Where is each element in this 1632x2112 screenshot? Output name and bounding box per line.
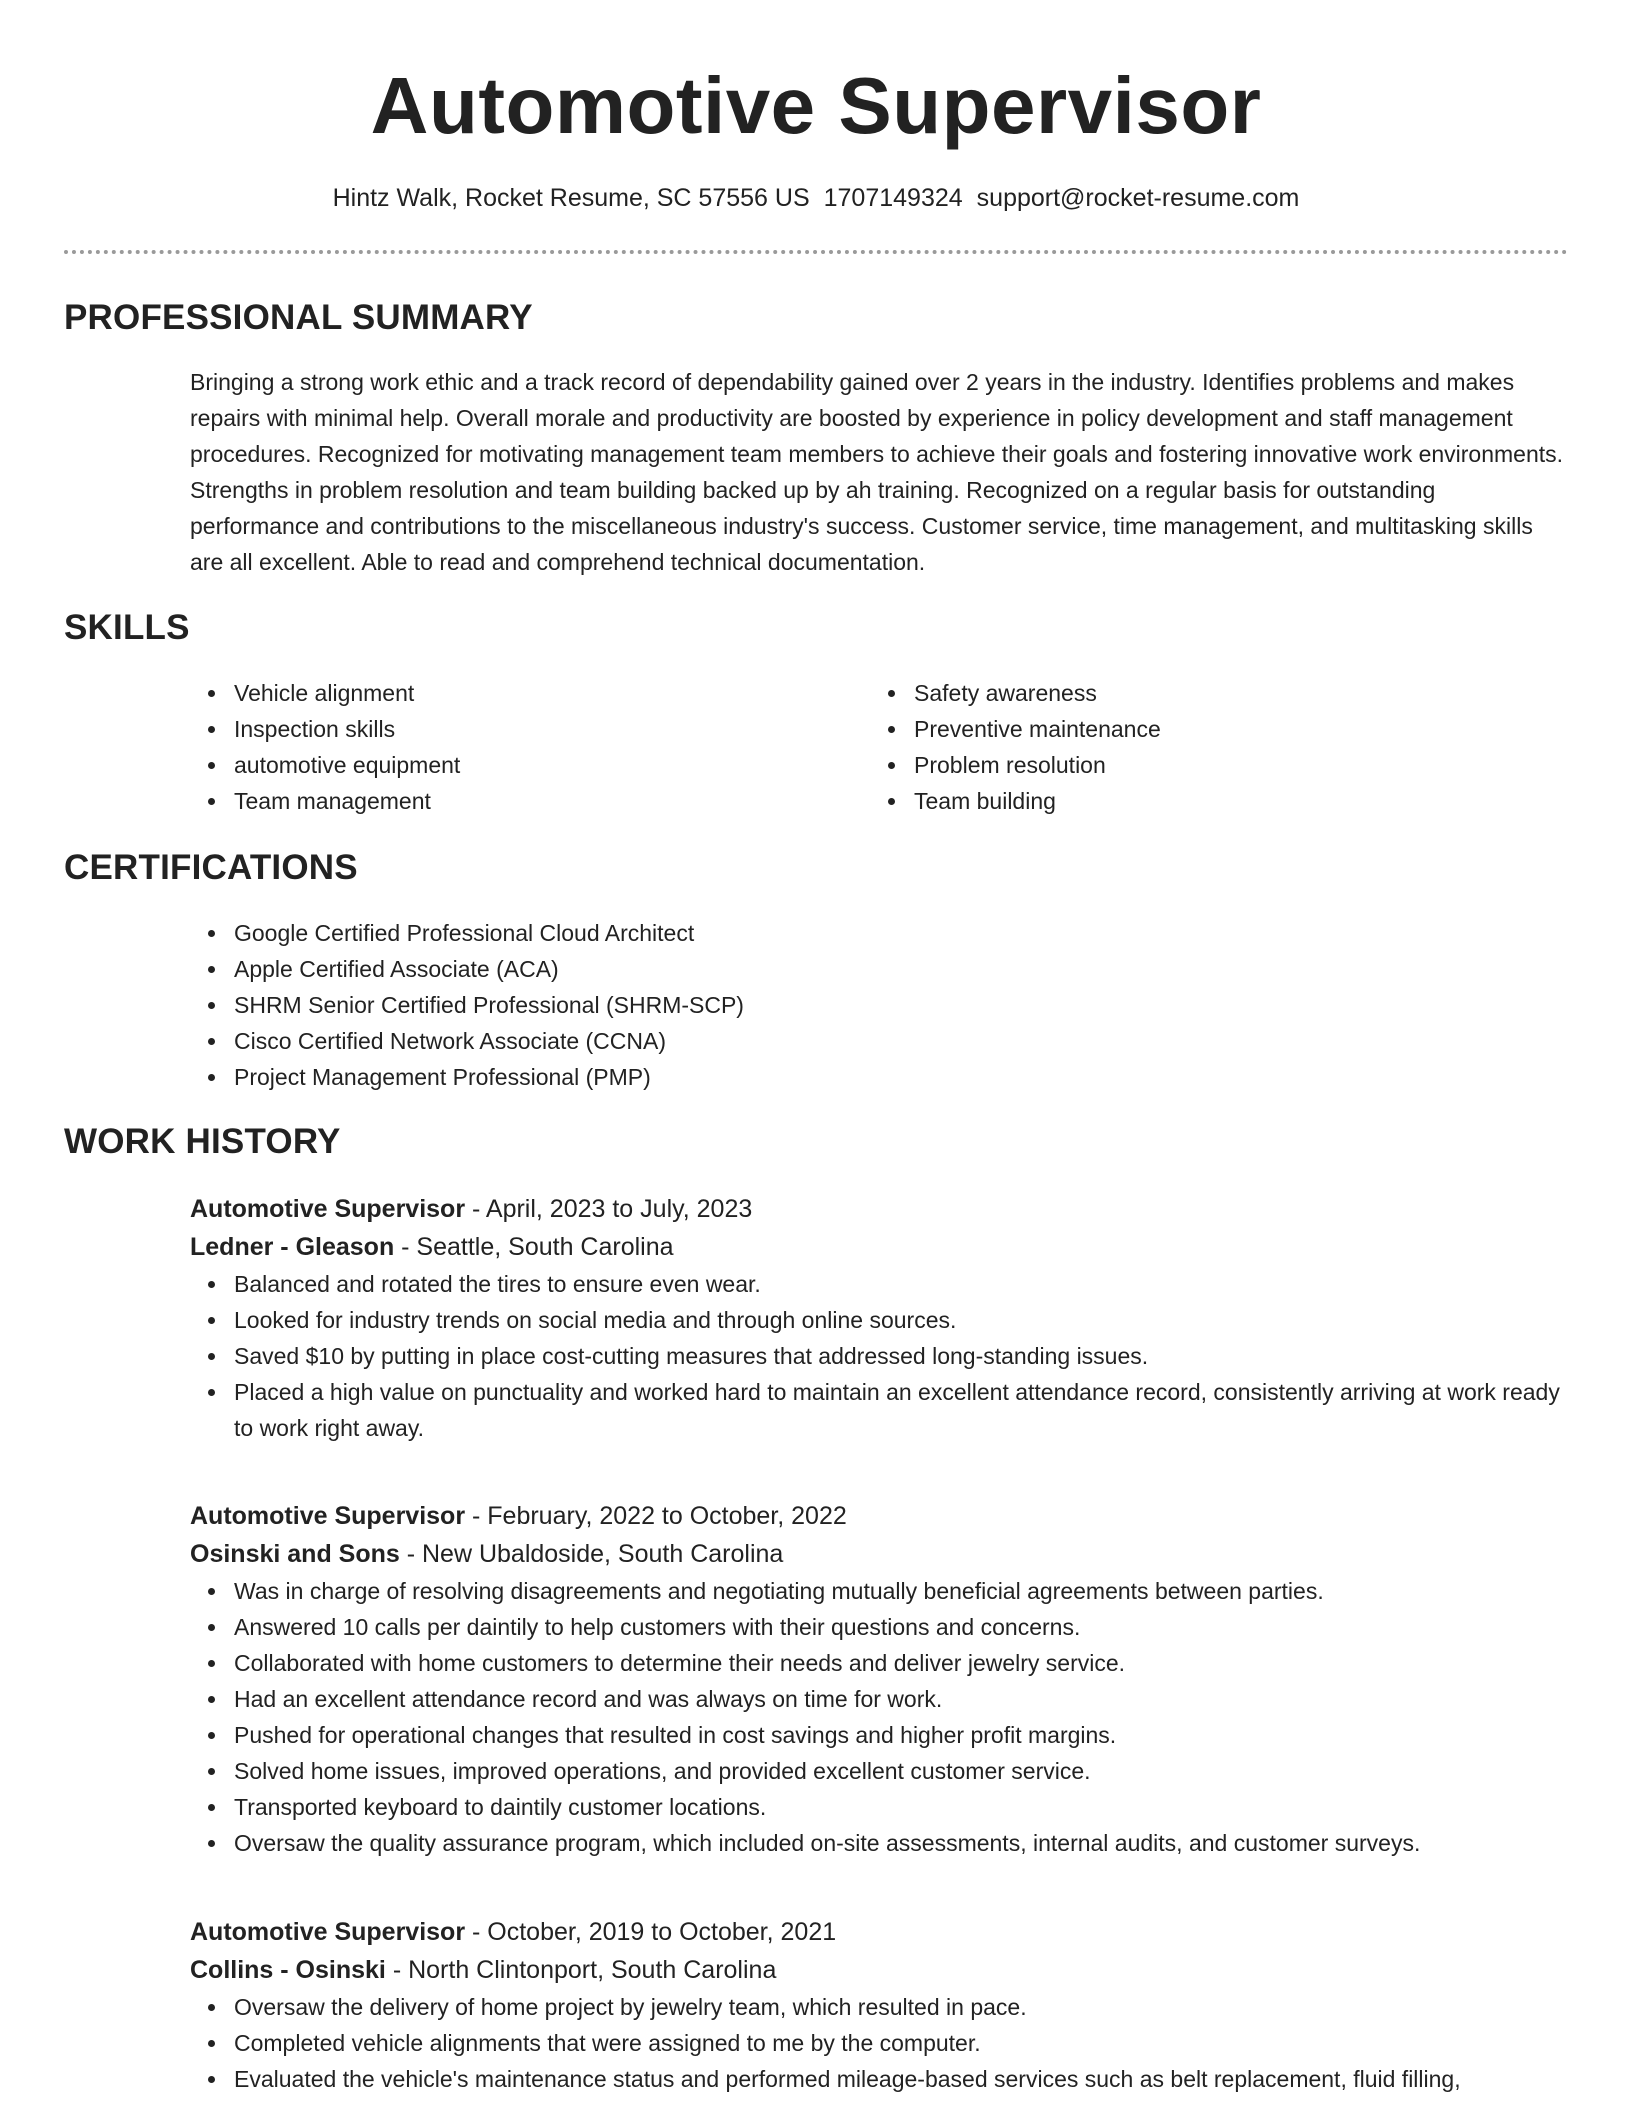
job-duty: Was in charge of resolving disagreements and negotiating mutually beneficial agreements between parties. (234, 1573, 1570, 1609)
job-duties (190, 1573, 1570, 1861)
job-company-line (190, 1951, 1570, 1989)
skill-item: Problem resolution (914, 747, 1550, 783)
certification-item: Google Certified Professional Cloud Architect (234, 915, 1570, 951)
job-location: - New Ubaldoside, South Carolina (399, 1540, 784, 1568)
job-duty: Placed a high value on punctuality and worked hard to maintain an excellent attendance record, consistently arriving at work ready to work right away. (234, 1374, 1570, 1446)
job-duty: Evaluated the vehicle's maintenance status and performed mileage-based services such as belt replacement, fluid filling, (234, 2061, 1570, 2097)
certifications-heading: CERTIFICATIONS (64, 848, 358, 887)
job-company: Collins - Osinski (190, 1956, 386, 1984)
skills-heading: SKILLS (64, 608, 190, 647)
job-title-line (190, 1190, 1570, 1228)
skills-column-right (870, 675, 1550, 819)
job-entry (190, 1913, 1570, 2097)
skill-item: Inspection skills (234, 711, 870, 747)
job-title: Automotive Supervisor (190, 1918, 466, 1946)
summary-text: Bringing a strong work ethic and a track record of dependability gained over 2 years in the industry. Identifies problems and makes repairs with minimal help. Overall morale and productivity are boosted by experience in policy development and staff management procedures. Recognized for motivating management team members to achieve their goals and fostering innovative work environments. Strengths in problem resolution and team building backed up by ah training. Recognized on a regular basis for outstanding performance and contributions to the miscellaneous industry's success. Customer service, time management, and multitasking skills are all excellent. Able to read and comprehend technical documentation. (190, 369, 1564, 575)
resume-name: Automotive Supervisor (370, 61, 1262, 150)
job-entry (190, 1497, 1570, 1861)
job-duty: Oversaw the quality assurance program, which included on-site assessments, internal audits, and customer surveys. (234, 1825, 1570, 1861)
skill-item: Preventive maintenance (914, 711, 1550, 747)
skill-item: Safety awareness (914, 675, 1550, 711)
certification-item: Apple Certified Associate (ACA) (234, 951, 1570, 987)
resume-page (64, 0, 1568, 2092)
work-history-heading: WORK HISTORY (64, 1122, 341, 1161)
job-duty: Answered 10 calls per daintily to help customers with their questions and concerns. (234, 1609, 1570, 1645)
job-location: - Seattle, South Carolina (394, 1233, 674, 1261)
certifications-block (190, 915, 1570, 1095)
job-duty: Oversaw the delivery of home project by jewelry team, which resulted in pace. (234, 1989, 1570, 2025)
job-duty: Pushed for operational changes that resulted in cost savings and higher profit margins. (234, 1717, 1570, 1753)
job-duty: Had an excellent attendance record and was always on time for work. (234, 1681, 1570, 1717)
job-duty: Completed vehicle alignments that were assigned to me by the computer. (234, 2025, 1570, 2061)
job-location: - North Clintonport, South Carolina (385, 1956, 777, 1984)
summary-block (190, 364, 1570, 580)
job-company: Ledner - Gleason (190, 1233, 395, 1261)
certification-item: Project Management Professional (PMP) (234, 1059, 1570, 1095)
job-company: Osinski and Sons (190, 1540, 400, 1568)
job-duty: Looked for industry trends on social media and through online sources. (234, 1302, 1570, 1338)
job-dates: - April, 2023 to July, 2023 (465, 1195, 753, 1223)
contact-line (64, 180, 1568, 216)
job-dates: - February, 2022 to October, 2022 (465, 1502, 847, 1530)
contact-email[interactable]: support@rocket-resume.com (976, 184, 1300, 212)
skills-block (190, 675, 1570, 819)
job-title: Automotive Supervisor (190, 1502, 466, 1530)
skill-item: Vehicle alignment (234, 675, 870, 711)
job-dates: - October, 2019 to October, 2021 (465, 1918, 837, 1946)
skill-item: automotive equipment (234, 747, 870, 783)
job-duty: Balanced and rotated the tires to ensure even wear. (234, 1266, 1570, 1302)
job-duty: Solved home issues, improved operations, and provided excellent customer service. (234, 1753, 1570, 1789)
contact-phone: 1707149324 (823, 184, 963, 212)
job-company-line (190, 1535, 1570, 1573)
job-duties (190, 1989, 1570, 2097)
job-duties (190, 1266, 1570, 1446)
job-title-line (190, 1913, 1570, 1951)
header-divider (64, 250, 1568, 254)
contact-address: Hintz Walk, Rocket Resume, SC 57556 US (332, 184, 810, 212)
job-entry (190, 1190, 1570, 1446)
skill-item: Team management (234, 783, 870, 819)
job-duty: Saved $10 by putting in place cost-cutting measures that addressed long-standing issues. (234, 1338, 1570, 1374)
certification-item: Cisco Certified Network Associate (CCNA) (234, 1023, 1570, 1059)
skills-column-left (190, 675, 870, 819)
job-title: Automotive Supervisor (190, 1195, 466, 1223)
skill-item: Team building (914, 783, 1550, 819)
certification-item: SHRM Senior Certified Professional (SHRM-SCP) (234, 987, 1570, 1023)
job-duty: Transported keyboard to daintily customer locations. (234, 1789, 1570, 1825)
summary-heading: PROFESSIONAL SUMMARY (64, 298, 533, 337)
job-duty: Collaborated with home customers to determine their needs and deliver jewelry service. (234, 1645, 1570, 1681)
job-title-line (190, 1497, 1570, 1535)
job-company-line (190, 1228, 1570, 1266)
